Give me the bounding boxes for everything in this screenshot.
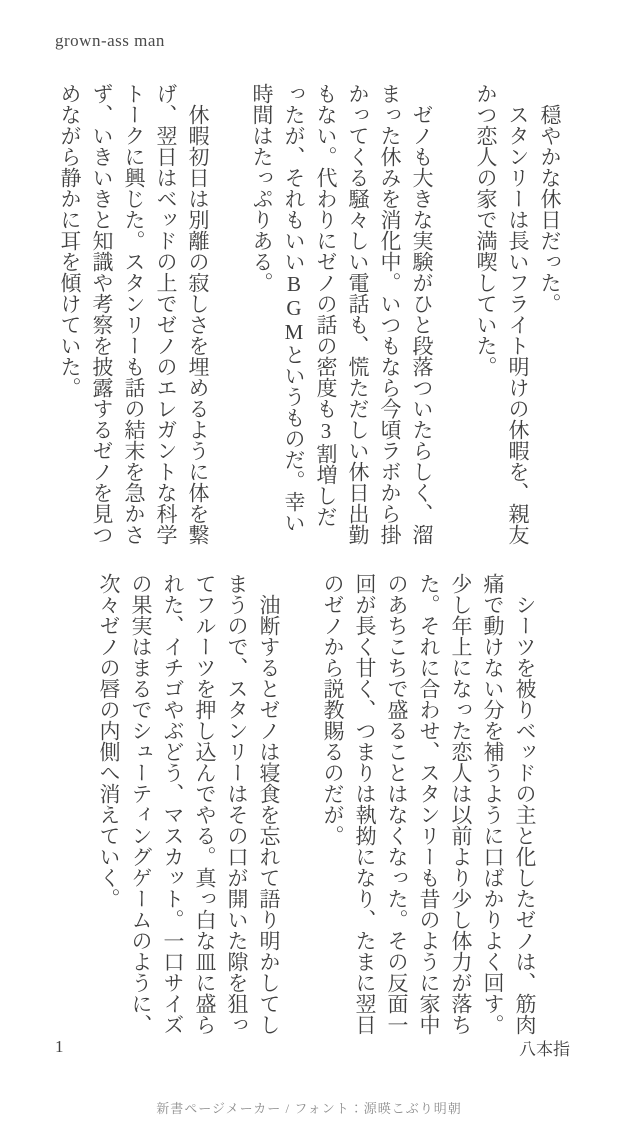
page-title: grown-ass man [55, 31, 165, 50]
paragraph: 油断するとゼノは寝食を忘れて語り明かしてしまうので、スタンリーはその口が開いた隙を狙ってフルーツを押し込んでやる。真っ白な皿に盛られた、イチゴやぶどう、マスカット。一口サイズの果実はまるでシューティングゲームのように、次々ゼノの唇の内側へ消えていく。 [97, 573, 281, 1035]
text-block-upper [54, 83, 566, 545]
paragraph: シーツを被りベッドの主と化したゼノは、筋肉痛で動けない分を補うように口ばかりよく回す。少し年上になった恋人は以前より少し体力が落ちた。それに合わせ、スタンリーも昔のように家中のあちこちで盛ることはなくなった。その反面一回が長く甘く、つまりは執拗になり、たまに翌日のゼノから説教賜るのだが。 [321, 573, 537, 1035]
paragraph: スタンリーは長いフライト明けの休暇を、親友かつ恋人の家で満喫していた。 [474, 83, 530, 545]
page-number: 1 [55, 1037, 64, 1056]
text-block-lower [93, 573, 541, 1035]
footer-credit: 新書ページメーカー / フォント：源暎こぶり明朝 [156, 1101, 462, 1116]
paragraph: 休暇初日は別離の寂しさを埋めるように体を繋げ、翌日はベッドの上でゼノのエレガントな科学トークに興じた。スタンリーも話の結末を急かさず、いきいきと知識や考察を披露するゼノを見つめながら静かに耳を傾けていた。 [58, 83, 210, 545]
paragraph: ゼノも大きな実験がひと段落ついたらしく、溜まった休みを消化中。いつもなら今頃ラボから掛かってくる騒々しい電話も、慌ただしい休日出勤もない。代わりにゼノの話の密度も3割増しだったが、それもいいBGMというものだ。幸い時間はたっぷりある。 [250, 83, 434, 545]
author-name: 八本指 [519, 1040, 570, 1059]
paragraph: 穏やかな休日だった。 [538, 104, 562, 314]
